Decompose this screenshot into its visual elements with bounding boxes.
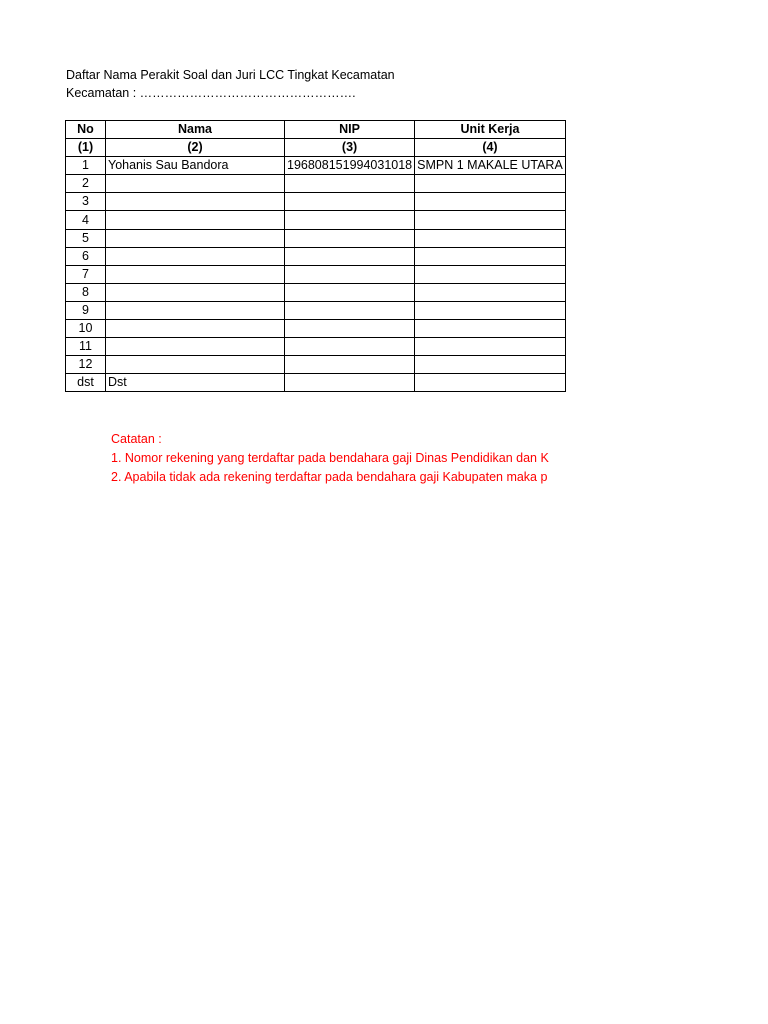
- table-header-row: [66, 121, 566, 139]
- cell-nama: [106, 320, 285, 338]
- cell-nama: [106, 301, 285, 319]
- cell-no: 10: [66, 320, 106, 338]
- cell-unit-kerja: [415, 229, 566, 247]
- cell-nip: [285, 247, 415, 265]
- cell-nip: [285, 320, 415, 338]
- cell-nama: [106, 283, 285, 301]
- cell-no: 6: [66, 247, 106, 265]
- cell-no: 11: [66, 338, 106, 356]
- table-row: [66, 374, 566, 392]
- cell-no: dst: [66, 374, 106, 392]
- cell-no: 9: [66, 301, 106, 319]
- cell-nip: [285, 374, 415, 392]
- notes-section: [111, 430, 562, 487]
- column-number-row: [66, 139, 566, 157]
- note-item-2: 2. Apabila tidak ada rekening terdaftar pada bendahara gaji Kabupaten maka p: [111, 470, 548, 484]
- perakit-juri-table: [65, 120, 566, 392]
- table-row: [66, 356, 566, 374]
- cell-nip: [285, 175, 415, 193]
- cell-nip: [285, 211, 415, 229]
- table-row: [66, 320, 566, 338]
- cell-nama: [106, 265, 285, 283]
- table-row: [66, 247, 566, 265]
- table-row: [66, 193, 566, 211]
- cell-nip: 196808151994031018: [285, 157, 415, 175]
- cell-no: 1: [66, 157, 106, 175]
- table-row: [66, 265, 566, 283]
- cell-nip: [285, 229, 415, 247]
- cell-unit-kerja: [415, 374, 566, 392]
- cell-nama: [106, 211, 285, 229]
- cell-no: 8: [66, 283, 106, 301]
- cell-no: 5: [66, 229, 106, 247]
- cell-no: 3: [66, 193, 106, 211]
- cell-unit-kerja: [415, 193, 566, 211]
- cell-nama: [106, 247, 285, 265]
- cell-nip: [285, 301, 415, 319]
- cell-nama: [106, 356, 285, 374]
- cell-unit-kerja: SMPN 1 MAKALE UTARA: [415, 157, 566, 175]
- cell-unit-kerja: [415, 247, 566, 265]
- table-row: [66, 211, 566, 229]
- header-no: No: [66, 121, 106, 139]
- document-title: Daftar Nama Perakit Soal dan Juri LCC Tingkat Kecamatan: [66, 68, 395, 82]
- table-row: [66, 157, 566, 175]
- table-row: [66, 175, 566, 193]
- cell-no: 7: [66, 265, 106, 283]
- cell-nama: [106, 193, 285, 211]
- cell-unit-kerja: [415, 301, 566, 319]
- cell-unit-kerja: [415, 175, 566, 193]
- column-number: (2): [106, 139, 285, 157]
- cell-nip: [285, 283, 415, 301]
- cell-no: 2: [66, 175, 106, 193]
- cell-unit-kerja: [415, 320, 566, 338]
- column-number: (3): [285, 139, 415, 157]
- cell-no: 4: [66, 211, 106, 229]
- header-unit-kerja: Unit Kerja: [415, 121, 566, 139]
- cell-nip: [285, 193, 415, 211]
- header-nama: Nama: [106, 121, 285, 139]
- cell-unit-kerja: [415, 211, 566, 229]
- cell-unit-kerja: [415, 265, 566, 283]
- cell-nip: [285, 338, 415, 356]
- cell-unit-kerja: [415, 338, 566, 356]
- cell-no: 12: [66, 356, 106, 374]
- cell-unit-kerja: [415, 283, 566, 301]
- cell-nama: [106, 338, 285, 356]
- notes-label: Catatan :: [111, 432, 162, 446]
- column-number: (1): [66, 139, 106, 157]
- cell-nip: [285, 265, 415, 283]
- cell-nama: [106, 175, 285, 193]
- cell-nama: [106, 229, 285, 247]
- table-row: [66, 338, 566, 356]
- kecamatan-line: Kecamatan : …………………………………………….: [66, 86, 356, 100]
- note-item-1: 1. Nomor rekening yang terdaftar pada bendahara gaji Dinas Pendidikan dan K: [111, 451, 549, 465]
- cell-nama: Dst: [106, 374, 285, 392]
- column-number: (4): [415, 139, 566, 157]
- table-row: [66, 229, 566, 247]
- cell-nama: Yohanis Sau Bandora: [106, 157, 285, 175]
- cell-nip: [285, 356, 415, 374]
- header-nip: NIP: [285, 121, 415, 139]
- table-row: [66, 301, 566, 319]
- table-row: [66, 283, 566, 301]
- cell-unit-kerja: [415, 356, 566, 374]
